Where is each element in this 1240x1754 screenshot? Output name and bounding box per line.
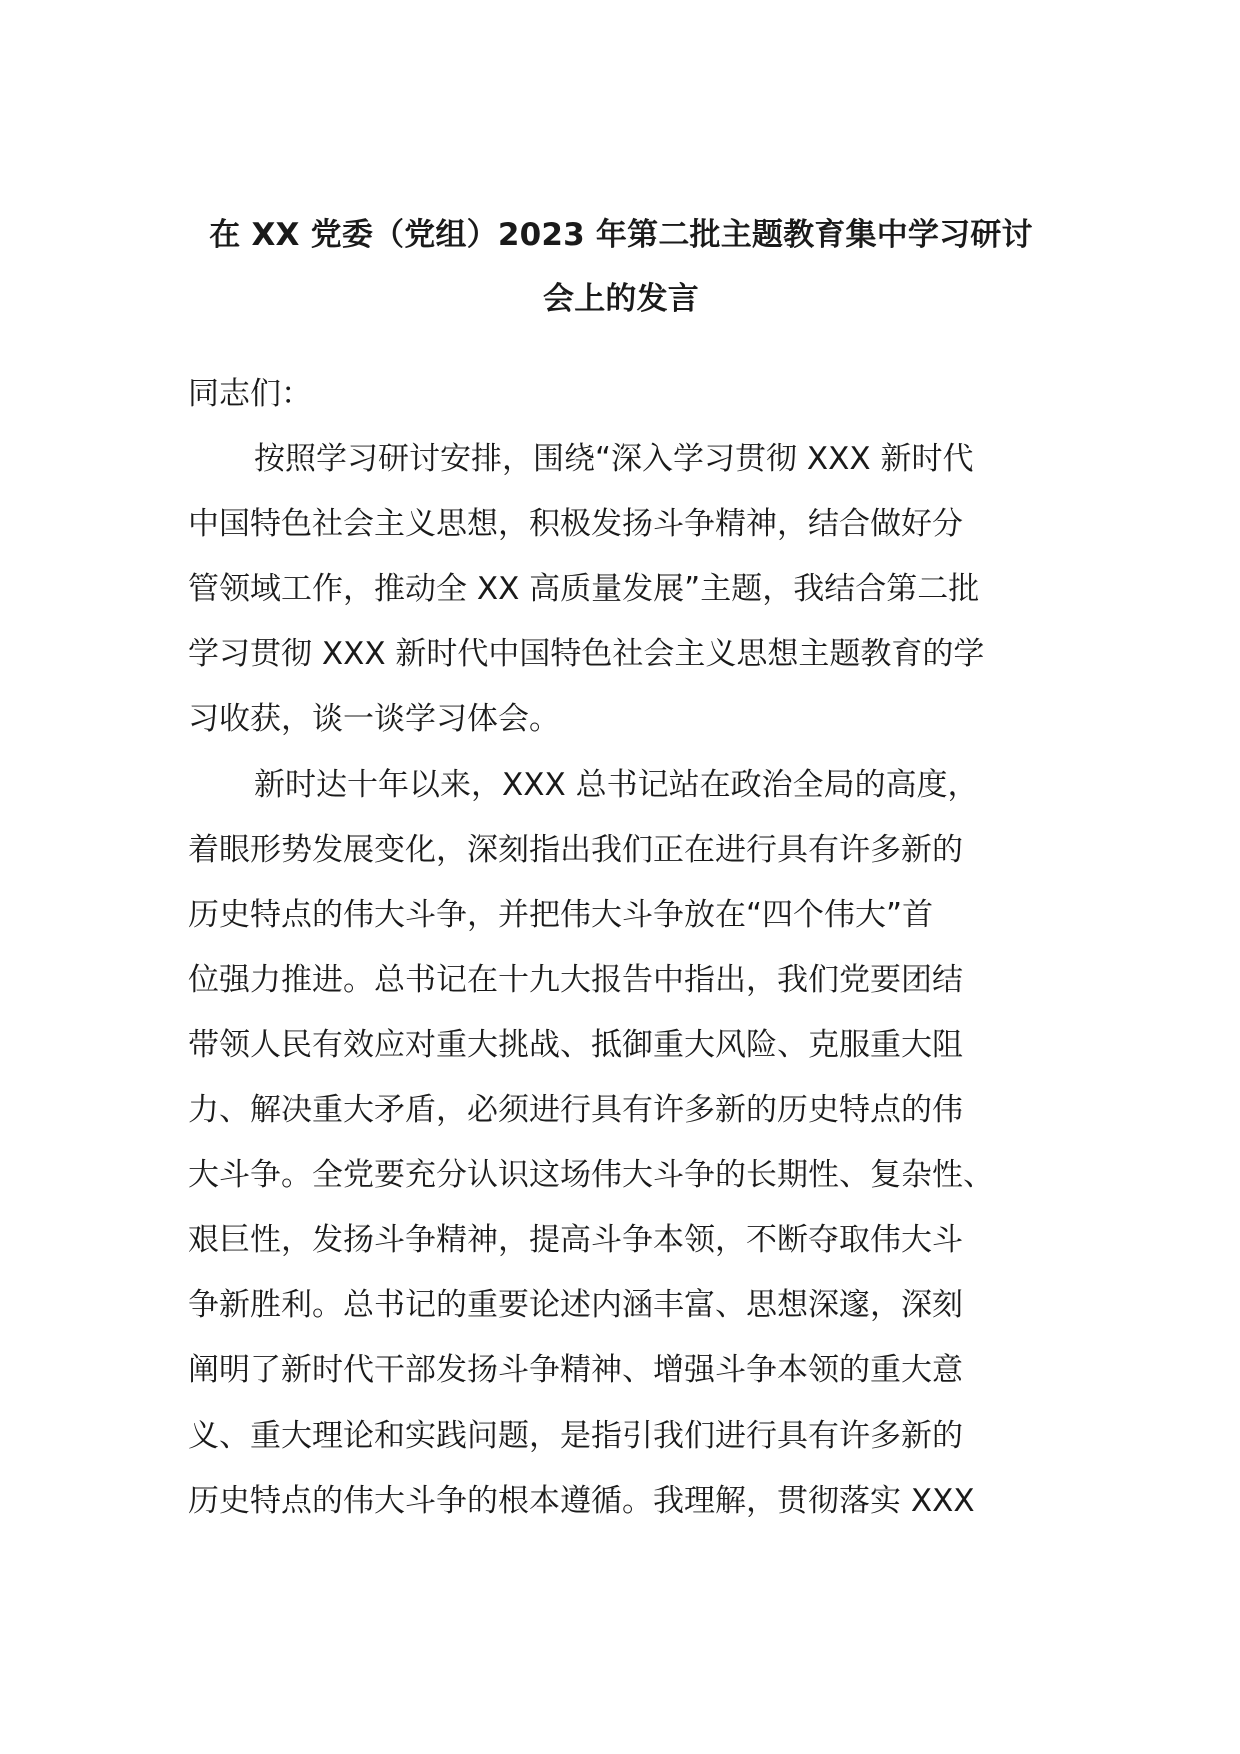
paragraph-2-line: 阐明了新时代干部发扬斗争精神、增强斗争本领的重大意 — [188, 1352, 963, 1389]
paragraph-1-line: 管领域工作，推动全 XX 高质量发展”主题，我结合第二批 — [188, 571, 980, 608]
paragraph-2-line: 着眼形势发展变化，深刻指出我们正在进行具有许多新的 — [188, 831, 963, 868]
paragraph-1-line: 学习贯彻 XXX 新时代中国特色社会主义思想主题教育的学 — [188, 636, 985, 673]
paragraph-2-line: 义、重大理论和实践问题，是指引我们进行具有许多新的 — [188, 1417, 963, 1454]
paragraph-1-line: 中国特色社会主义思想，积极发扬斗争精神，结合做好分 — [188, 506, 963, 543]
paragraph-2-line: 新时达十年以来，XXX 总书记站在政治全局的高度， — [254, 766, 979, 803]
paragraph-2-line: 大斗争。全党要充分认识这场伟大斗争的长期性、复杂性、 — [188, 1157, 994, 1194]
paragraph-2-line: 争新胜利。总书记的重要论述内涵丰富、思想深邃，深刻 — [188, 1287, 963, 1324]
paragraph-2-line: 带领人民有效应对重大挑战、抵御重大风险、克服重大阻 — [188, 1026, 963, 1063]
paragraph-2-line: 力、解决重大矛盾，必须进行具有许多新的历史特点的伟 — [188, 1092, 963, 1129]
paragraph-1-line: 按照学习研讨安排，围绕“深入学习贯彻 XXX 新时代 — [254, 441, 974, 478]
title-line-2: 会上的发言 — [543, 281, 699, 317]
paragraph-2-line: 位强力推进。总书记在十九大报告中指出，我们党要团结 — [188, 961, 963, 998]
title-line-1: 在 XX 党委（党组）2023 年第二批主题教育集中学习研讨 — [209, 217, 1033, 253]
paragraph-2-line: 历史特点的伟大斗争的根本遵循。我理解，贯彻落实 XXX — [188, 1482, 975, 1519]
document-title — [186, 203, 1056, 331]
paragraph-2-line: 艰巨性，发扬斗争精神，提高斗争本领，不断夺取伟大斗 — [188, 1222, 963, 1259]
document-body — [188, 362, 1058, 1534]
salutation: 同志们： — [188, 376, 312, 412]
paragraph-2-line: 历史特点的伟大斗争，并把伟大斗争放在“四个伟大”首 — [188, 896, 934, 933]
paragraph-1-line: 习收获，谈一谈学习体会。 — [188, 701, 560, 738]
